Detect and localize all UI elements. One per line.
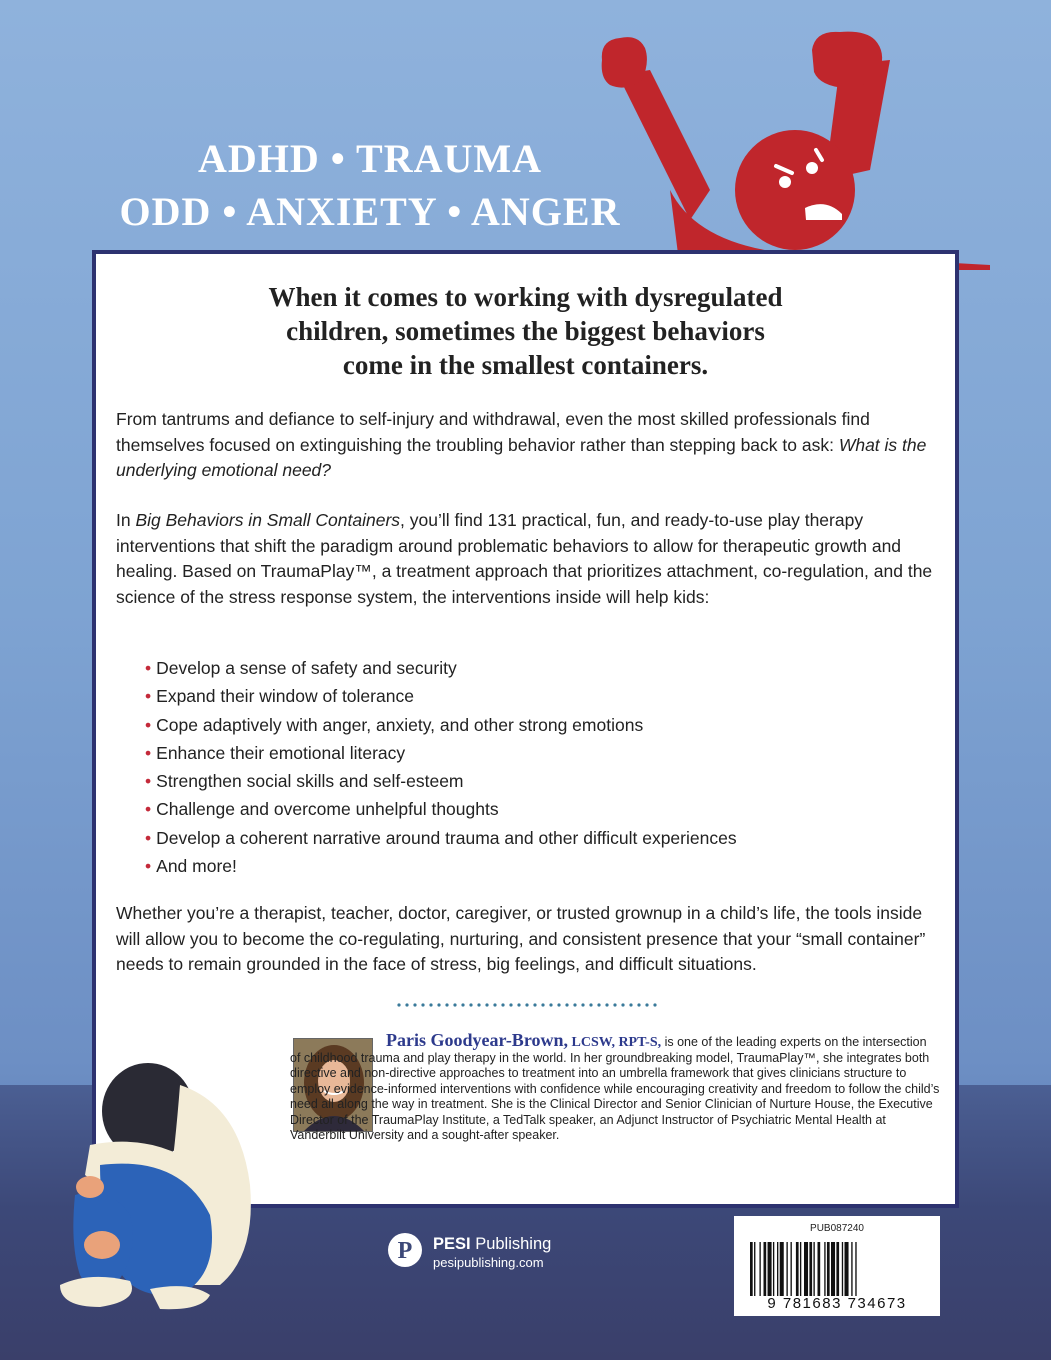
divider-dot [437,1003,440,1006]
divider-dot [413,1003,416,1006]
bullet-icon: • [145,827,152,848]
barcode-bar [773,1242,774,1296]
bullet-icon: • [145,771,152,792]
divider-dot [637,1003,640,1006]
barcode-bar [836,1242,839,1296]
headline-topics-line1: ADHD • TRAUMA [197,136,543,181]
divider-dot [645,1003,648,1006]
barcode-bar [764,1242,767,1296]
publisher-name-bold: PESI [433,1235,471,1253]
list-item [145,711,737,739]
divider-dot [421,1003,424,1006]
list-item-text: Cope adaptively with anger, anxiety, and other strong emotions [156,714,644,735]
divider-dot [485,1003,488,1006]
list-item-text: Develop a sense of safety and security [156,658,457,678]
barcode-bar [768,1242,772,1296]
barcode-bar [804,1242,808,1296]
divider-dot [629,1003,632,1006]
benefits-list [145,654,737,880]
list-item-text: Expand their window of tolerance [156,686,414,707]
barcode-bar [780,1242,784,1296]
publisher-name-rest: Publishing [470,1235,552,1253]
barcode-bar [818,1242,821,1296]
book-title: Big Behaviors in Small Containers [135,510,401,530]
bullet-icon: • [145,714,152,735]
divider-dot [621,1003,624,1006]
barcode-bar [827,1242,830,1296]
author-name: Paris Goodyear-Brown, [386,1030,568,1050]
barcode-bar [813,1242,814,1296]
barcode-bar [809,1242,812,1296]
lead-line-2: children, sometimes the biggest behaviors [286,316,765,346]
barcode-bar [800,1242,801,1296]
intro-text: From tantrums and defiance to self-injury and withdrawal, even the most skilled professionals find themselves focused on extinguishing the troubling behavior rather than stepping back to ask: [116,409,870,455]
divider-dot [405,1003,408,1006]
headline-topics-line2: ODD • ANXIETY • ANGER [119,189,621,234]
list-item-text: Enhance their emotional literacy [156,742,406,763]
barcode-bar [845,1242,849,1296]
author-bio [290,1030,940,1144]
publisher-url: pesipublishing.com [433,1255,544,1270]
lead-line-3: come in the smallest containers. [342,350,709,380]
author-bio-text: is one of the leading experts on the intersection of childhood trauma and play therapy in the world. In her groundbreaking model, TraumaPlay™, she integrates both directive and non-directive approaches to treatment into an umbrella framework that gives clinicians structure to employ evidence-informed interventions with confidence while encouraging creativity and freedom to follow the child’s need all along the way in treatment. She is the Clinical Director and Senior Clinician of Nurture House, the Executive Director of the TraumaPlay Institute, a TedTalk speaker, an Adjunct Instructor of Psychiatric Mental Health at Vanderbilt University and a sought-after speaker. [290,1035,940,1142]
barcode-bar [831,1242,835,1296]
divider-dot [501,1003,504,1006]
pesi-logo-letter: P [397,1238,413,1264]
list-item [145,654,737,682]
barcode-bar [855,1242,856,1296]
list-item [145,767,737,795]
divider-dot [565,1003,568,1006]
divider-dot [453,1003,456,1006]
angry-figure-illustration [590,30,990,270]
barcode-bar [851,1242,852,1296]
divider-dot [549,1003,552,1006]
barcode-bar [791,1242,792,1296]
list-item [145,824,737,852]
divider-dot [525,1003,528,1006]
product-code: PUB087240 [810,1223,864,1234]
barcode-bar [750,1242,753,1296]
intro-question: What is the underlying emotional need? [116,434,927,480]
pesi-logo-icon [387,1232,423,1268]
divider-dot [581,1003,584,1006]
isbn-number: 9 781683 734673 [767,1295,907,1312]
barcode-bar [796,1242,799,1296]
lead-statement [0,280,1051,382]
divider-dot [605,1003,608,1006]
dotted-divider [396,998,661,1012]
bullet-icon: • [145,856,152,877]
intro-paragraph [116,407,936,484]
divider-dot [397,1003,400,1006]
publisher-name [433,1235,551,1254]
author-credentials: LCSW, RPT-S, [568,1035,662,1050]
divider-dot [461,1003,464,1006]
barcode-bar [824,1242,825,1296]
bullet-icon: • [145,686,152,707]
list-item [145,682,737,710]
barcode-bar [759,1242,760,1296]
list-item [145,739,737,767]
barcode-bar [777,1242,778,1296]
divider-dot [533,1003,536,1006]
barcode-bar [786,1242,787,1296]
barcode-icon [750,1242,924,1296]
body-text: , you’ll find 131 practical, fun, and ready-to-use play therapy interventions that shift the paradigm around problematic behaviors to allow for therapeutic growth and healing. Based on TraumaPlay™, a treatment approach that prioritizes attachment, co-regulation, and the science of the stress response system, the interventions inside will help kids: [116,510,933,607]
closing-paragraph: Whether you’re a therapist, teacher, doctor, caregiver, or trusted grownup in a child’s life, the tools inside will allow you to become the co-regulating, nurturing, and consistent presence that your “small container” needs to remain grounded in the face of stress, big feelings, and difficult situations. [116,903,926,974]
barcode-bar [754,1242,755,1296]
bullet-icon: • [145,799,152,820]
divider-dot [517,1003,520,1006]
divider-dot [445,1003,448,1006]
divider-dot [477,1003,480,1006]
crouching-child-illustration [30,1045,270,1315]
list-item-text: Strengthen social skills and self-esteem [156,771,464,792]
divider-dot [493,1003,496,1006]
divider-dot [589,1003,592,1006]
divider-dot [613,1003,616,1006]
bullet-icon: • [145,742,152,763]
divider-dot [597,1003,600,1006]
list-item [145,795,737,823]
divider-dot [429,1003,432,1006]
barcode-bar [842,1242,843,1296]
body-prefix: In [116,510,136,530]
barcode-box [734,1216,940,1316]
list-item-text: And more! [156,856,237,877]
divider-dot [557,1003,560,1006]
list-item-text: Develop a coherent narrative around trauma and other difficult experiences [156,827,737,848]
bullet-icon: • [145,658,152,678]
list-item-text: Challenge and overcome unhelpful thoughts [156,799,499,820]
divider-dot [653,1003,656,1006]
divider-dot [573,1003,576,1006]
divider-dot [509,1003,512,1006]
body-paragraph [116,508,936,610]
lead-line-1: When it comes to working with dysregulated [268,282,783,312]
list-item [145,852,737,880]
divider-dot [541,1003,544,1006]
divider-dot [469,1003,472,1006]
